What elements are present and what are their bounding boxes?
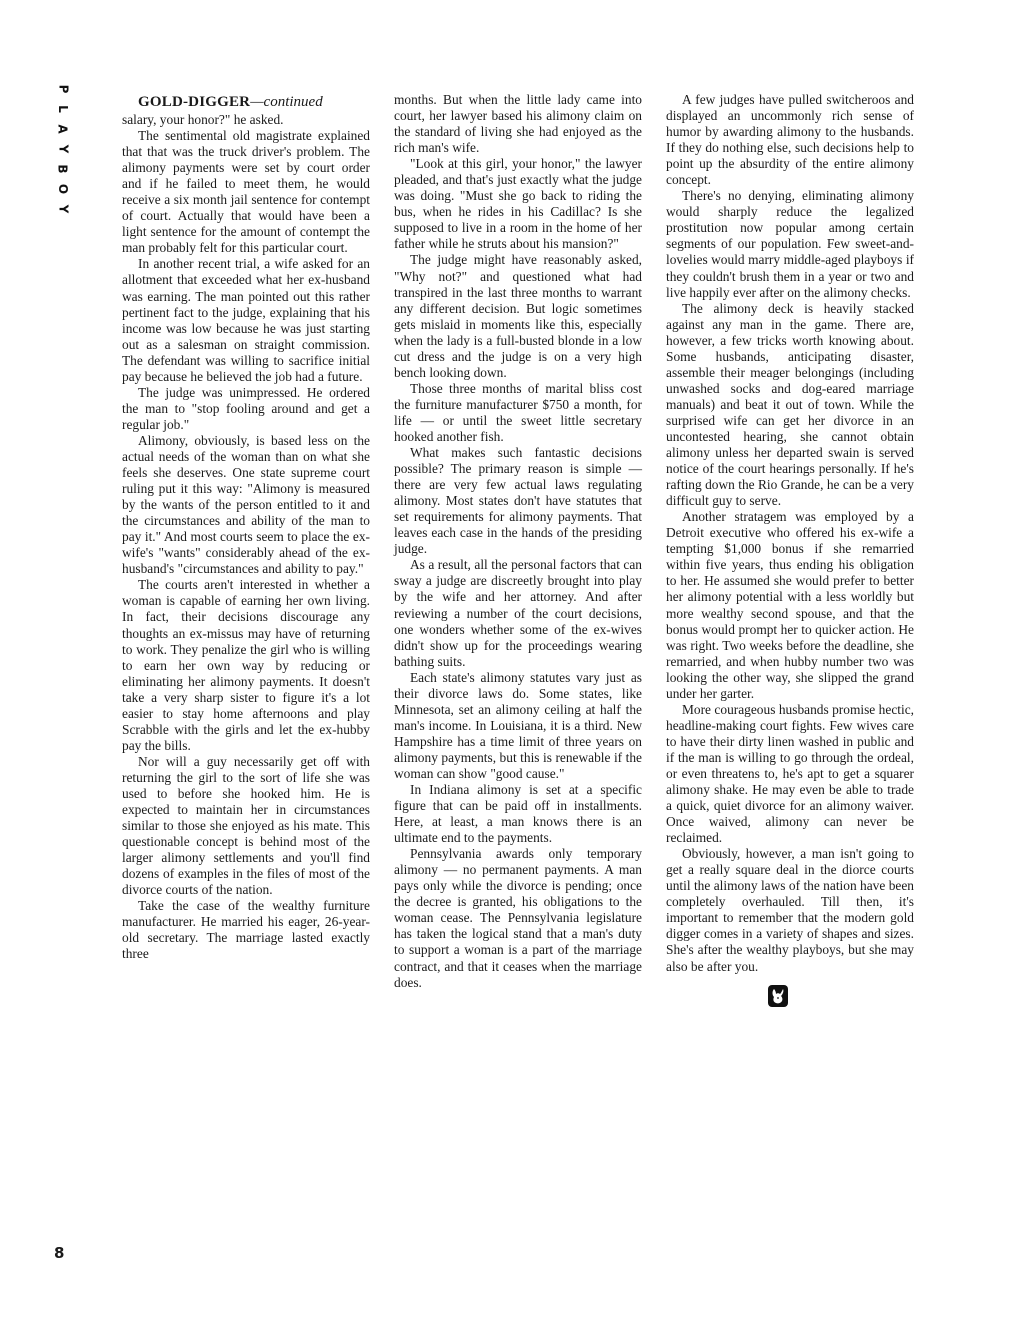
paragraph: More courageous husbands promise hectic, headline-making court fights. Few wives care to have their dirty linen washed in public and if the man is willing to go through the ordeal, or even threatens to, he's apt to get a squarer alimony shake. He may even be able to trade a quick, quiet divorce for an alimony waiver. Once waived, alimony can never be reclaimed. xyxy=(666,701,914,846)
paragraph: A few judges have pulled switcheroos and displayed an uncommonly rich sense of humor by awarding alimony to the husbands. If they do nothing else, such decisions help to point up the absurdity of the entire alimony concept. xyxy=(666,92,914,188)
article-heading-suffix: —continued xyxy=(250,94,323,110)
rabbit-head-end-mark-icon xyxy=(768,985,788,1007)
sidebar-letter: O xyxy=(55,183,70,195)
article-column-3 xyxy=(666,92,914,1007)
magazine-sidebar xyxy=(52,82,74,216)
paragraph: Those three months of marital bliss cost the furniture manufacturer $750 a month, for life — or until the sweet little secretary hooked another fish. xyxy=(394,380,642,444)
article-column-2 xyxy=(394,92,642,991)
paragraph: In another recent trial, a wife asked for an allotment that exceeded what her ex-husband was earning. The man pointed out this rather pertinent fact to the judge, explaining that his income was low because he was just starting out as a salesman on straight commission. The defendant was willing to sacrifice initial pay because he believed the job had a future. xyxy=(122,256,370,384)
paragraph: months. But when the little lady came into court, her lawyer based his alimony claim on the standard of living she had enjoyed as the rich man's wife. xyxy=(394,92,642,156)
paragraph: The alimony deck is heavily stacked against any man in the game. There are, however, a few tricks worth knowing about. Some husbands, anticipating disaster, assemble their meager belongings (including unwashed socks and dog-eared marriage manuals) and beat it out of town. While the surprised wife can get her divorce in an uncontested hearing, she cannot obtain alimony unless her departed swain is served notice of the court hearings personally. If he's rafting down the Rio Grande, he can be a very difficult guy to serve. xyxy=(666,300,914,509)
article-column-1 xyxy=(122,92,370,962)
paragraph: The judge was unimpressed. He ordered the man to "stop fooling around and get a regular job." xyxy=(122,384,370,432)
paragraph: The courts aren't interested in whether a woman is capable of earning her own living. In fact, their decisions discourage any thoughts an ex-missus may have of returning to work. They penalize the girl who is willing to earn her own way by reducing or eliminating her alimony payments. It doesn't take a very sharp sister to figure it's a lot easier to stay home afternoons and play Scrabble with the girls and let the ex-hubby pay the bills. xyxy=(122,577,370,753)
paragraph: salary, your honor?" he asked. xyxy=(122,112,284,127)
paragraph: Take the case of the wealthy furniture manufacturer. He married his eager, 26-year-old secretary. The marriage lasted exactly three xyxy=(122,898,370,962)
paragraph: Obviously, however, a man isn't going to get a really square deal in the diorce courts until the alimony laws of the nation have been completely overhauled. Till then, it's important to remember that the modern gold digger comes in a variety of shapes and sizes. She's after the wealthy playboys, but she may also be after you. xyxy=(666,846,914,974)
paragraph: In Indiana alimony is set at a specific figure that can be paid off in installments. Here, at least, a man knows there is an ultimate end to the payments. xyxy=(394,782,642,846)
sidebar-letter: P xyxy=(55,84,70,94)
sidebar-letter: Y xyxy=(55,144,70,154)
paragraph: There's no denying, eliminating alimony would sharply reduce the legalized prostitution now popular among certain segments of our population. Few sweet-and-lovelies would marry middle-aged playboys if they couldn't brush them in a year or two and live happily ever after on the alimony checks. xyxy=(666,188,914,300)
paragraph: The judge might have reasonably asked, "Why not?" and questioned what had transpired in the last three months to warrant any different decision. But logic sometimes gets mislaid in moments like this, especially when the lady is a full-busted blonde in a low cut dress and the judge is on a very high bench looking down. xyxy=(394,252,642,380)
sidebar-letter: A xyxy=(55,124,70,134)
paragraph: What makes such fantastic decisions possible? The primary reason is simple — there are very few actual laws regulating alimony. Most states don't have statutes that set requirements for alimony payments. That leaves each case in the hands of the presiding judge. xyxy=(394,445,642,557)
article-heading-title: GOLD-DIGGER xyxy=(138,94,251,110)
paragraph: As a result, all the personal factors that can sway a judge are discreetly brought into play by the wife and her attorney. And after reviewing a number of the court decisions, one wonders whether some of the ex-wives didn't show up for the proceedings wearing bathing suits. xyxy=(394,557,642,669)
paragraph: The sentimental old magistrate explained that that was the truck driver's problem. The alimony payments were set by court order and if he failed to meet them, he would receive a six month jail sentence for contempt of court. Actually that would have been a light sentence for the amount of contempt the man probably felt for this particular court. xyxy=(122,128,370,256)
paragraph: Another stratagem was employed by a Detroit executive who offered his ex-wife a tempting $1,000 bonus if she remarried within five years, thus ending his obligation to her. He assumed she would prefer to better her alimony potential with a less worldly but more wealthy second spouse, and that the bonus would prompt her to quicker action. He was right. Two weeks before the deadline, she remarried, and when hubby number two was looking the other way, she slipped the grand under her garter. xyxy=(666,509,914,701)
paragraph: Pennsylvania awards only temporary alimony — no permanent payments. A man pays only while the divorce is pending; once the decree is granted, his obligations to the woman cease. The Pennsylvania legislature has taken the logical stand that a man's duty to support a woman is a part of the marriage contract, and that it ceases when the marriage does. xyxy=(394,846,642,990)
paragraph: Each state's alimony statutes vary just as their divorce laws do. Some states, like Minnesota, set an alimony ceiling at half the man's income. In Louisiana, it is a third. New Hampshire has a time limit of three years on alimony payments, but this is renewable if the woman can show "good cause." xyxy=(394,669,642,781)
paragraph: Nor will a guy necessarily get off with returning the girl to the sort of life she was used to before she hooked him. He is expected to maintain her in circumstances similar to those she enjoyed as his mate. This questionable concept is behind most of the larger alimony settlements and you'll find dozens of examples in the files of most of the divorce courts of the nation. xyxy=(122,753,370,898)
sidebar-letter: L xyxy=(56,105,70,113)
sidebar-letter: Y xyxy=(55,204,70,214)
paragraph: "Look at this girl, your honor," the lawyer pleaded, and that's just exactly what the judge was doing. "Must she go back to riding the bus, when he rides in his Cadillac? Is she supposed to live in a room in the home of her father while he struts about his mansion?" xyxy=(394,156,642,252)
paragraph: Alimony, obviously, is based less on the actual needs of the woman than on what she feels she deserves. One state supreme court ruling put it this way: "Alimony is measured by the wants of the person entitled to it and the circumstances and ability of the man to pay it." And most courts seem to place the ex-wife's "wants" considerably ahead of the ex-husband's "circumstances and ability to pay." xyxy=(122,432,370,577)
article-heading xyxy=(122,92,370,112)
sidebar-letter: B xyxy=(56,164,70,174)
page-number: 8 xyxy=(54,1244,65,1262)
